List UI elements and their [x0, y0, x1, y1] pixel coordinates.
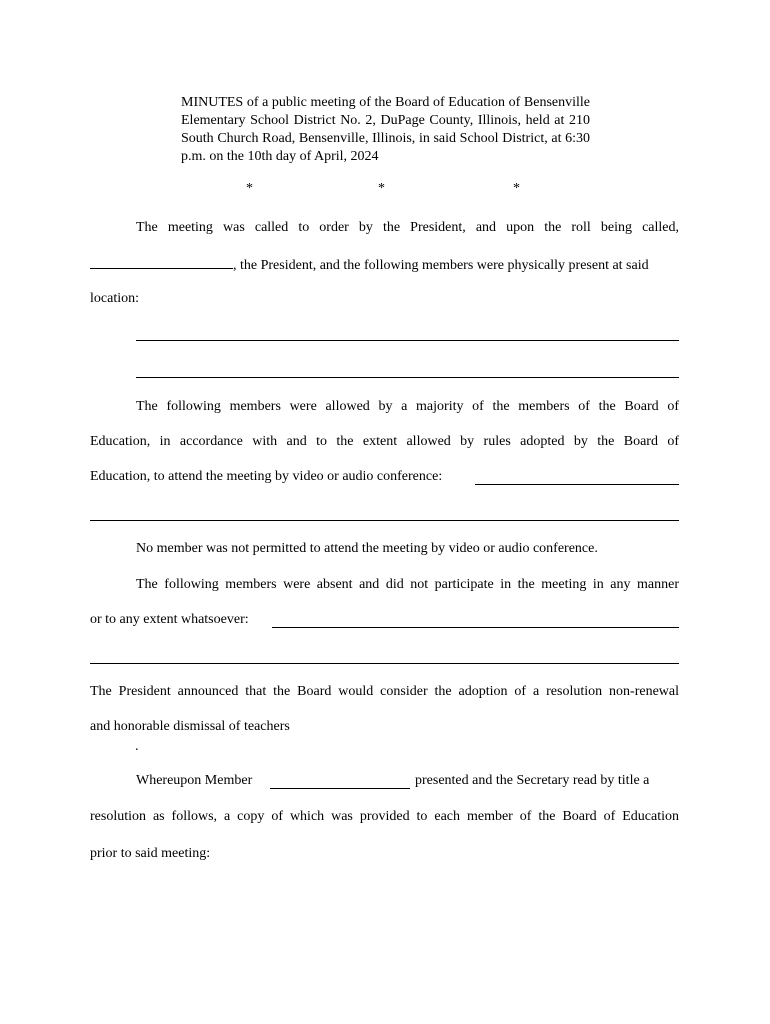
- stray-period: .: [135, 739, 139, 754]
- remote-members-line-1: The following members were allowed by a majority of the members of the Board of: [136, 399, 679, 414]
- president-name-blank[interactable]: [90, 254, 233, 269]
- separator-star: *: [513, 181, 520, 196]
- absent-members-line-2: or to any extent whatsoever:: [90, 612, 249, 627]
- presentation-line-1-start: Whereupon Member: [136, 773, 253, 788]
- separator-star: *: [378, 181, 385, 196]
- roll-call-line-2-text: , the President, and the following members were physically present at said: [233, 258, 649, 273]
- remote-members-blank-1[interactable]: [475, 484, 679, 485]
- remote-members-blank-2[interactable]: [90, 520, 679, 521]
- remote-members-line-2: Education, in accordance with and to the extent allowed by rules adopted by the Board of: [90, 434, 679, 449]
- present-members-blank-2[interactable]: [136, 377, 679, 378]
- member-name-blank[interactable]: [270, 788, 410, 789]
- announcement-line-2: and honorable dismissal of teachers: [90, 719, 290, 734]
- absent-members-blank-1[interactable]: [272, 627, 679, 628]
- separator-star: *: [246, 181, 253, 196]
- not-permitted-statement: No member was not permitted to attend the meeting by video or audio conference.: [136, 541, 598, 556]
- roll-call-line-2: [90, 254, 649, 275]
- absent-members-line-1: The following members were absent and did not participate in the meeting in any manner: [136, 577, 679, 592]
- roll-call-line-1: The meeting was called to order by the President, and upon the roll being called,: [136, 220, 679, 235]
- remote-members-line-3: Education, to attend the meeting by video or audio conference:: [90, 469, 443, 484]
- absent-members-blank-2[interactable]: [90, 663, 679, 664]
- announcement-line-1: The President announced that the Board would consider the adoption of a resolution non-renewal: [90, 684, 679, 699]
- roll-call-line-3: location:: [90, 291, 139, 306]
- presentation-line-1-end: presented and the Secretary read by title a: [415, 773, 650, 788]
- presentation-line-3: prior to said meeting:: [90, 846, 211, 861]
- section-separator: [0, 181, 770, 201]
- present-members-blank-1[interactable]: [136, 340, 679, 341]
- minutes-heading: MINUTES of a public meeting of the Board of Education of Bensenville Elementary School District No. 2, DuPage County, Illinois, held at 210 South Church Road, Bensenville, Illinois, in said School District, at 6:30 p.m. on the 10th day of April, 2024: [181, 95, 590, 164]
- presentation-line-2: resolution as follows, a copy of which was provided to each member of the Board of Education: [90, 809, 679, 824]
